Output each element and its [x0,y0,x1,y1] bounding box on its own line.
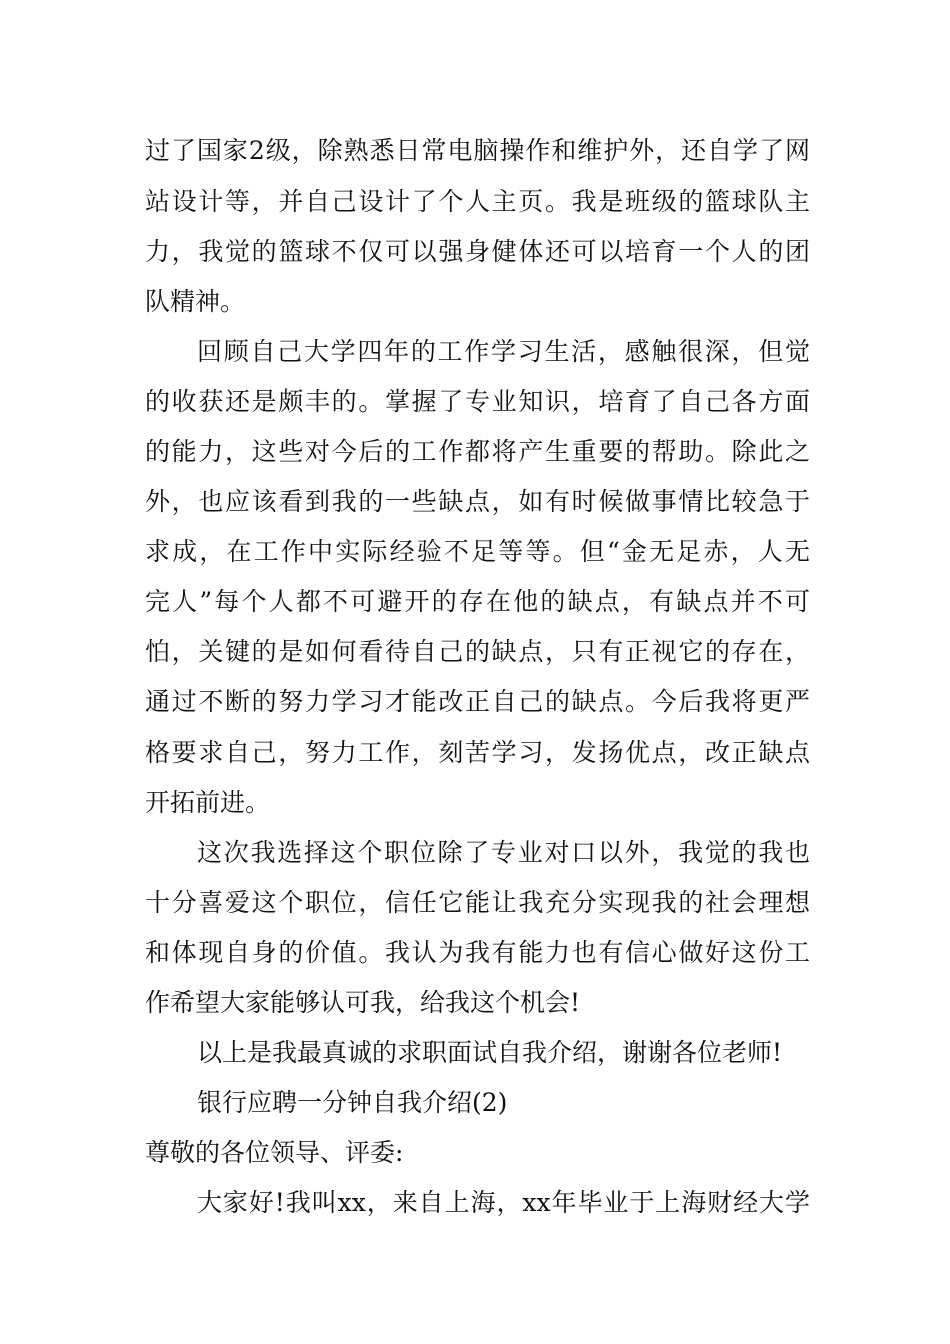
text-line: 站设计等，并自己设计了个人主页。我是班级的篮球队主 [145,187,810,216]
text-line: 格要求自己，努力工作，刻苦学习，发扬优点，改正缺点 [145,738,810,767]
text-line: 外，也应该看到我的一些缺点，如有时候做事情比较急于 [145,487,810,516]
text-line: 和体现自身的价值。我认为我有能力也有信心做好这份工 [145,938,810,967]
text-line: 通过不断的努力学习才能改正自己的缺点。今后我将更严 [145,687,810,716]
section-heading: 银行应聘一分钟自我介绍(2) [197,1088,508,1117]
text-line: 作希望大家能够认可我，给我这个机会! [145,988,581,1017]
text-line: 力，我觉的篮球不仅可以强身健体还可以培育一个人的团 [145,237,810,266]
closing-line: 以上是我最真诚的求职面试自我介绍，谢谢各位老师! [197,1038,783,1067]
text-line: 队精神。 [145,287,246,316]
paragraph-start-line: 这次我选择这个职位除了专业对口以外，我觉的我也 [197,838,810,867]
text-line: 开拓前进。 [145,788,271,817]
text-line: 过了国家2级，除熟悉日常电脑操作和维护外，还自学了网 [145,136,810,165]
text-line: 怕，关键的是如何看待自己的缺点，只有正视它的存在， [145,637,810,666]
paragraph-start-line: 大家好!我叫xx，来自上海，xx年毕业于上海财经大学 [197,1188,810,1217]
text-line: 完人”每个人都不可避开的存在他的缺点，有缺点并不可 [145,587,810,616]
paragraph-start-line: 回顾自己大学四年的工作学习生活，感触很深，但觉 [197,337,810,366]
text-line: 十分喜爱这个职位，信任它能让我充分实现我的社会理想 [145,888,810,917]
text-line: 求成，在工作中实际经验不足等等。但“金无足赤，人无 [145,537,810,566]
text-line: 的能力，这些对今后的工作都将产生重要的帮助。除此之 [145,437,810,466]
text-line: 的收获还是颇丰的。掌握了专业知识，培育了自己各方面 [145,387,810,416]
salutation: 尊敬的各位领导、评委: [145,1138,404,1167]
